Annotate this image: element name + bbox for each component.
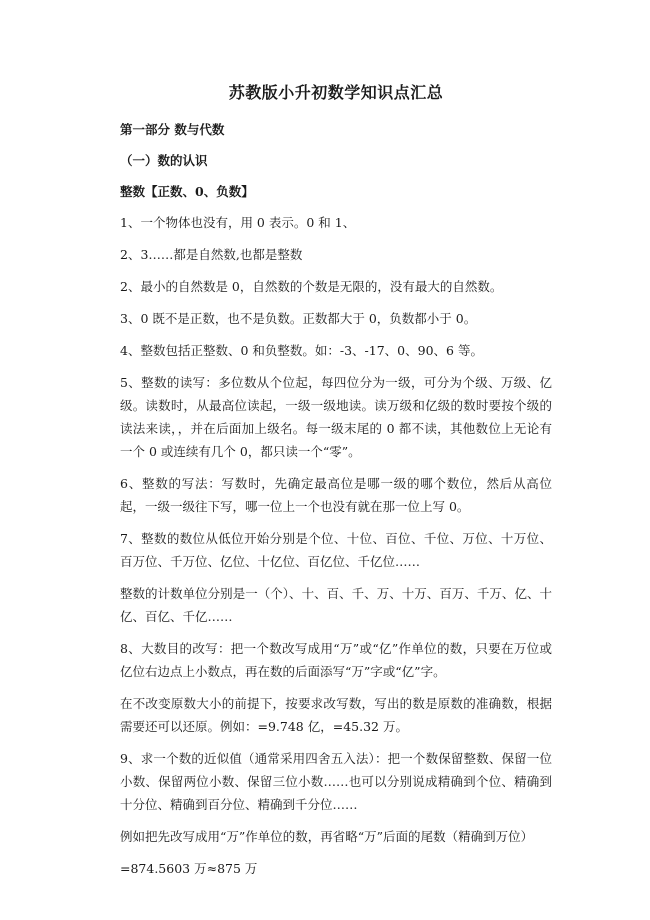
paragraph-13: 例如把先改写成用“万”作单位的数，再省略“万”后面的尾数（精确到万位） bbox=[120, 829, 534, 844]
paragraph-8: 7、整数的数位从低位开始分别是个位、十位、百位、千位、万位、十万位、百万位、千万位、亿位、十亿位、百亿位、千亿位…… bbox=[120, 531, 552, 569]
document-body bbox=[120, 82, 552, 880]
part-heading: 第一部分 数与代数 bbox=[120, 122, 225, 137]
paragraph-11: 在不改变原数大小的前提下，按要求改写数，写出的数是原数的准确数，根据需要还可以还原。例如：=9.748 亿，=45.32 万。 bbox=[120, 696, 552, 734]
paragraph-3: 2、最小的自然数是 0，自然数的个数是无限的，没有最大的自然数。 bbox=[120, 279, 503, 294]
document-title: 苏教版小升初数学知识点汇总 bbox=[228, 83, 444, 102]
paragraph-10: 8、大数目的改写：把一个数改写成用“万”或“亿”作单位的数，只要在万位或亿位右边点上小数点，再在数的后面添写“万”字或“亿”字。 bbox=[120, 641, 552, 679]
section-heading: （一）数的认识 bbox=[120, 153, 208, 168]
paragraph-5: 4、整数包括正整数、0 和负整数。如：-3、-17、0、90、6 等。 bbox=[120, 343, 483, 358]
paragraph-9: 整数的计数单位分别是一（个）、十、百、千、万、十万、百万、千万、亿、十亿、百亿、千亿…… bbox=[120, 586, 552, 624]
paragraph-12: 9、求一个数的近似值（通常采用四舍五入法）：把一个数保留整数、保留一位小数、保留两位小数、保留三位小数……也可以分别说成精确到个位、精确到十分位、精确到百分位、精确到千分位…… bbox=[120, 751, 552, 812]
paragraph-1: 1、一个物体也没有，用 0 表示。0 和 1、 bbox=[120, 215, 356, 230]
paragraph-2: 2、3……都是自然数,也都是整数 bbox=[120, 247, 303, 262]
paragraph-14: =874.5603 万≈875 万 bbox=[120, 861, 258, 876]
subsection-heading: 整数【正数、0、负数】 bbox=[120, 184, 254, 199]
paragraph-6: 5、整数的读写：多位数从个位起，每四位分为一级，可分为个级、万级、亿级。读数时，从最高位读起，一级一级地读。读万级和亿级的数时要按个级的读法来读，，并在后面加上级名。每一级末尾的 0 都不读，其他数位上无论有一个 0 或连续有几个 0，都只读一个“零”。 bbox=[120, 375, 552, 459]
paragraph-4: 3、0 既不是正数，也不是负数。正数都大于 0，负数都小于 0。 bbox=[120, 311, 477, 326]
paragraph-7: 6、整数的写法：写数时，先确定最高位是哪一级的哪个数位，然后从高位起，一级一级往下写，哪一位上一个也没有就在那一位上写 0。 bbox=[120, 476, 552, 514]
